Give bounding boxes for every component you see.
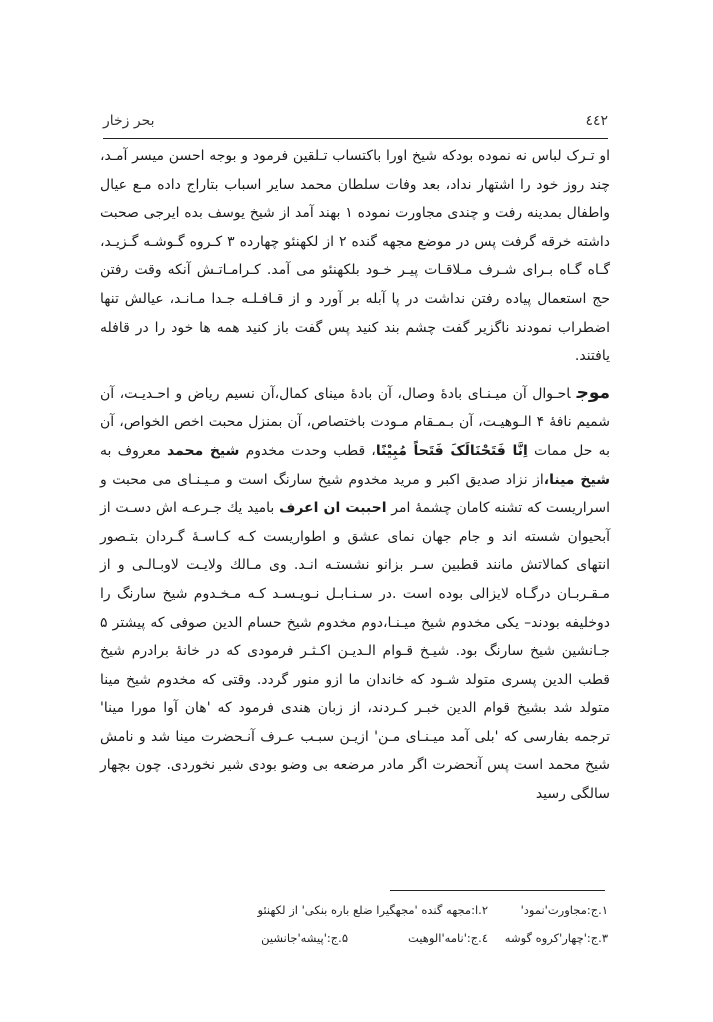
section-keyword: موج xyxy=(576,382,610,403)
header-rule xyxy=(103,138,608,139)
footnote-5: ۵.ج:'پیشه'جانشین xyxy=(261,931,348,945)
page-number: ٤٤٢ xyxy=(585,113,608,129)
phrase-ahbabtu: احببت ان اعرف xyxy=(279,500,387,517)
footnotes xyxy=(190,896,608,952)
footnote-4: ٤.ج:'نامه'الوهیت xyxy=(408,931,488,945)
paragraph-2-text-b: ، قطب وحدت مخدوم xyxy=(245,442,376,459)
footnote-3: ۳.ج:'چهار'کروه گوشه xyxy=(504,931,608,945)
paragraph-2-text-c: معروف به xyxy=(100,442,161,459)
main-text xyxy=(100,142,610,809)
paragraph-1: او تـرک لباس نه نموده بودکه شیخ اورا باکتساب تـلقین فرمود و بوجه احسن میسر آمـد، چند روز خود را اشتهار نداد، بعد وفات سلطان محمد سایر اسباب بتاراج داده مـع عیال واطفال بمدینه رفت و چندی مجاورت نموده ۱ بهند آمد از شیخ یوسف بده ایرجی صحبت داشته خرقه گرفت پس در موضع مجهه گنده ۲ از لکهنئو چهارده ۳ کـروه گـوشـه گـزیـد، گـاه گـاه بـرای شـرف مـلاقـات پیـر خـود بلکهنئو می آمد. کـرامـاتـش آنکه وقت رفتن حج استعمال پیاده رفتن نداشت در پا آبله بر آورد و از قـافـلـه جـدا مـانـد، عیالش تنها اضطراب نمودند ناگزیر گفت چشم بند کنید پس گفت باز کنید همه ها خود را در قافله یافتند. xyxy=(100,148,610,365)
paragraph-2-text-d: از نزاد صدیق اکبر و مرید مخدوم شیخ سارنگ است و مـیـنـای می محبت و اسراریست که تشنه کامان چشمهٔ امر xyxy=(100,471,611,517)
footnote-row-2 xyxy=(190,924,608,952)
paragraph-2-text-e: بامید يك جـرعـه اش دسـت از آبحیوان شسته اند و جام جهان نمای عشق و اطواریست کـه کـاسـهٔ گـردان بتـصور انتهای کمالاتش مانند قطبین سـر بزانو نشستـه انـد. وی مـالك ولایـت لاوبـالـی و از مـقـربـان درگـاه لایزالی بوده است .در سـنـابـل نـویـسـد کـه مـخـدوم شیخ سارنگ را دوخلیفه بودند– یکی مخدوم شیخ میـنـا،دوم مخدوم شیخ حسام الدین صوفی که پیشتر ۵ جـانشین شیخ سارنگ بود. شیـخ قـوام الـدیـن اکـثـر فرمودی که در خانهٔ برادرم شیخ قطب الدین پسری متولد شـود که خاندان ما ازو منور گردد. وقتی که مخدوم شیخ مینا متولد شد بشیخ قوام الدین خبـر کـردند، از زبان هندی فرمود که 'هان آوا مورا مینا' ترجمه بفارسی که 'بلی آمد میـنـای مـن' ازیـن سبـب عـرف آنـحضرت مینا شد و نامش شیخ محمد است پس آنحضرت اگر مادر مرضعه بی وضو بودی شیر نخوردی. چون بچهار سالگی رسید xyxy=(100,500,610,803)
paragraph-2 xyxy=(100,379,610,809)
quran-verse: اِنَّا فَتَحْنَالَکَ فَتَحاً مُبِیْنًا xyxy=(375,442,528,459)
footnote-row-1 xyxy=(190,896,608,924)
page-header xyxy=(103,104,608,138)
name-shaikh-muhammad: شیخ محمد xyxy=(167,442,240,459)
paragraph-2-text-a: احـوال آن میـنـای بادهٔ وصال، آن بادهٔ مینای کمال،آن نسیم ریاض و احـدیـت، آن شمیم نافهٔ ۴ الـوهیـت، آن بـمـقام مـودت باختصاص، آن بمنزل محبت اخص الخواص، آن به حل ممات xyxy=(100,385,610,459)
footnote-1: ۱.ج:مجاورت'نمود' xyxy=(520,903,608,917)
name-shaikh-mina: شیخ مینا، xyxy=(543,471,610,488)
footnote-2: ۲.ا:مجهه گنده 'مجهگیرا ضلع باره بنکی' از لکهنئو xyxy=(257,903,488,917)
footnote-rule xyxy=(390,890,605,891)
running-title: بحر زخار xyxy=(103,113,155,129)
